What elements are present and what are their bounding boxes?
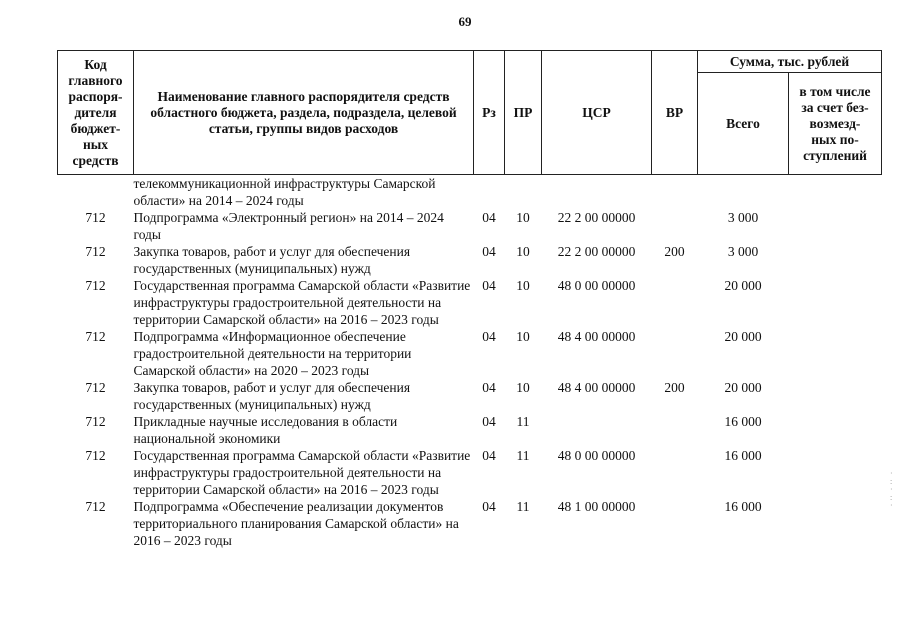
- cell-name: Государственная программа Самарской области «Развитие инфраструктуры градостроительной деятельности на территории Самарской области» на 2016 – 2023 годы: [133, 278, 471, 327]
- table-row: [58, 328, 882, 379]
- table-row: [58, 277, 882, 328]
- cell-free-receipts: [789, 175, 882, 210]
- cell-free-receipts: [789, 447, 882, 498]
- cell-code: 712: [85, 414, 106, 429]
- header-sum-group: Сумма, тыс. рублей: [698, 51, 882, 73]
- cell-code: [58, 175, 134, 210]
- cell-name: Закупка товаров, работ и услуг для обеспечения государственных (муниципальных) нужд: [133, 244, 411, 276]
- cell-code: 712: [85, 278, 106, 293]
- cell-total: 16 000: [724, 499, 762, 514]
- cell-csr: 22 2 00 00000: [557, 210, 636, 225]
- cell-free-receipts: [789, 498, 882, 549]
- cell-free-receipts: [789, 413, 882, 447]
- cell-vr: [652, 277, 698, 328]
- table-row: [58, 498, 882, 549]
- cell-code: 712: [85, 244, 106, 259]
- cell-total: 20 000: [724, 329, 762, 344]
- header-vr: ВР: [652, 51, 698, 175]
- table-row: [58, 379, 882, 413]
- cell-pr: 10: [516, 244, 530, 259]
- table-row: [58, 209, 882, 243]
- table-row: [58, 175, 882, 210]
- cell-rz: 04: [482, 380, 496, 395]
- cell-code: 712: [85, 448, 106, 463]
- scan-artifact: · : · : ·: [890, 469, 893, 510]
- cell-rz: 04: [482, 278, 496, 293]
- budget-table: [57, 50, 882, 549]
- header-total: Всего: [698, 73, 789, 175]
- cell-pr: 10: [516, 210, 530, 225]
- cell-name: Подпрограмма «Обеспечение реализации документов территориального планирования Самарской области» на 2016 – 2023 годы: [133, 499, 459, 548]
- header-code: Код главного распоря- дителя бюджет- ных средств: [58, 51, 134, 175]
- cell-vr: [652, 328, 698, 379]
- cell-total: 20 000: [724, 278, 762, 293]
- table-header: [58, 51, 882, 175]
- table-body: [58, 175, 882, 550]
- cell-name: Государственная программа Самарской области «Развитие инфраструктуры градостроительной деятельности на территории Самарской области» на 2016 – 2023 годы: [133, 448, 471, 497]
- header-free-receipts: в том числе за счет без- возмезд- ных по- ступлений: [789, 73, 882, 175]
- cell-name: Закупка товаров, работ и услуг для обеспечения государственных (муниципальных) нужд: [133, 380, 411, 412]
- cell-rz: 04: [482, 210, 496, 225]
- cell-csr: 22 2 00 00000: [557, 244, 636, 259]
- header-csr: ЦСР: [542, 51, 652, 175]
- cell-vr: [652, 413, 698, 447]
- cell-vr: 200: [664, 380, 685, 395]
- cell-rz: 04: [482, 244, 496, 259]
- cell-pr: 10: [516, 278, 530, 293]
- cell-total: [698, 175, 789, 210]
- cell-csr: [542, 175, 652, 210]
- cell-total: 3 000: [727, 244, 759, 259]
- header-name: Наименование главного распорядителя средств областного бюджета, раздела, подраздела, целевой статьи, группы видов расходов: [134, 51, 474, 175]
- cell-vr: 200: [664, 244, 685, 259]
- cell-pr: 11: [516, 499, 530, 514]
- cell-csr: 48 4 00 00000: [557, 380, 636, 395]
- cell-pr: 11: [516, 414, 530, 429]
- cell-code: 712: [85, 210, 106, 225]
- cell-rz: [474, 175, 505, 210]
- cell-csr: [542, 413, 652, 447]
- cell-vr: [652, 175, 698, 210]
- cell-csr: 48 4 00 00000: [557, 329, 636, 344]
- cell-total: 3 000: [727, 210, 759, 225]
- cell-pr: 10: [516, 380, 530, 395]
- cell-pr: 10: [516, 329, 530, 344]
- cell-rz: 04: [482, 414, 496, 429]
- table-row: [58, 447, 882, 498]
- cell-free-receipts: [789, 379, 882, 413]
- cell-code: 712: [85, 329, 106, 344]
- cell-total: 16 000: [724, 448, 762, 463]
- cell-free-receipts: [789, 209, 882, 243]
- cell-vr: [652, 447, 698, 498]
- cell-code: 712: [85, 380, 106, 395]
- cell-pr: [505, 175, 542, 210]
- table-row: [58, 243, 882, 277]
- cell-free-receipts: [789, 243, 882, 277]
- page-number: 69: [458, 14, 472, 29]
- cell-csr: 48 0 00 00000: [557, 278, 636, 293]
- cell-vr: [652, 209, 698, 243]
- cell-total: 20 000: [724, 380, 762, 395]
- header-pr: ПР: [505, 51, 542, 175]
- header-rz: Рз: [474, 51, 505, 175]
- cell-csr: 48 0 00 00000: [557, 448, 636, 463]
- table-row: [58, 413, 882, 447]
- cell-free-receipts: [789, 277, 882, 328]
- cell-vr: [652, 498, 698, 549]
- cell-name: телекоммуникационной инфраструктуры Самарской области» на 2014 – 2024 годы: [133, 176, 436, 208]
- cell-rz: 04: [482, 499, 496, 514]
- cell-csr: 48 1 00 00000: [557, 499, 636, 514]
- cell-code: 712: [85, 499, 106, 514]
- cell-free-receipts: [789, 328, 882, 379]
- cell-pr: 11: [516, 448, 530, 463]
- cell-name: Подпрограмма «Электронный регион» на 2014 – 2024 годы: [133, 210, 444, 242]
- cell-name: Подпрограмма «Информационное обеспечение градостроительной деятельности на территории Самарской области» на 2020 – 2023 годы: [133, 329, 412, 378]
- cell-rz: 04: [482, 448, 496, 463]
- cell-rz: 04: [482, 329, 496, 344]
- cell-name: Прикладные научные исследования в области национальной экономики: [133, 414, 398, 446]
- cell-total: 16 000: [724, 414, 762, 429]
